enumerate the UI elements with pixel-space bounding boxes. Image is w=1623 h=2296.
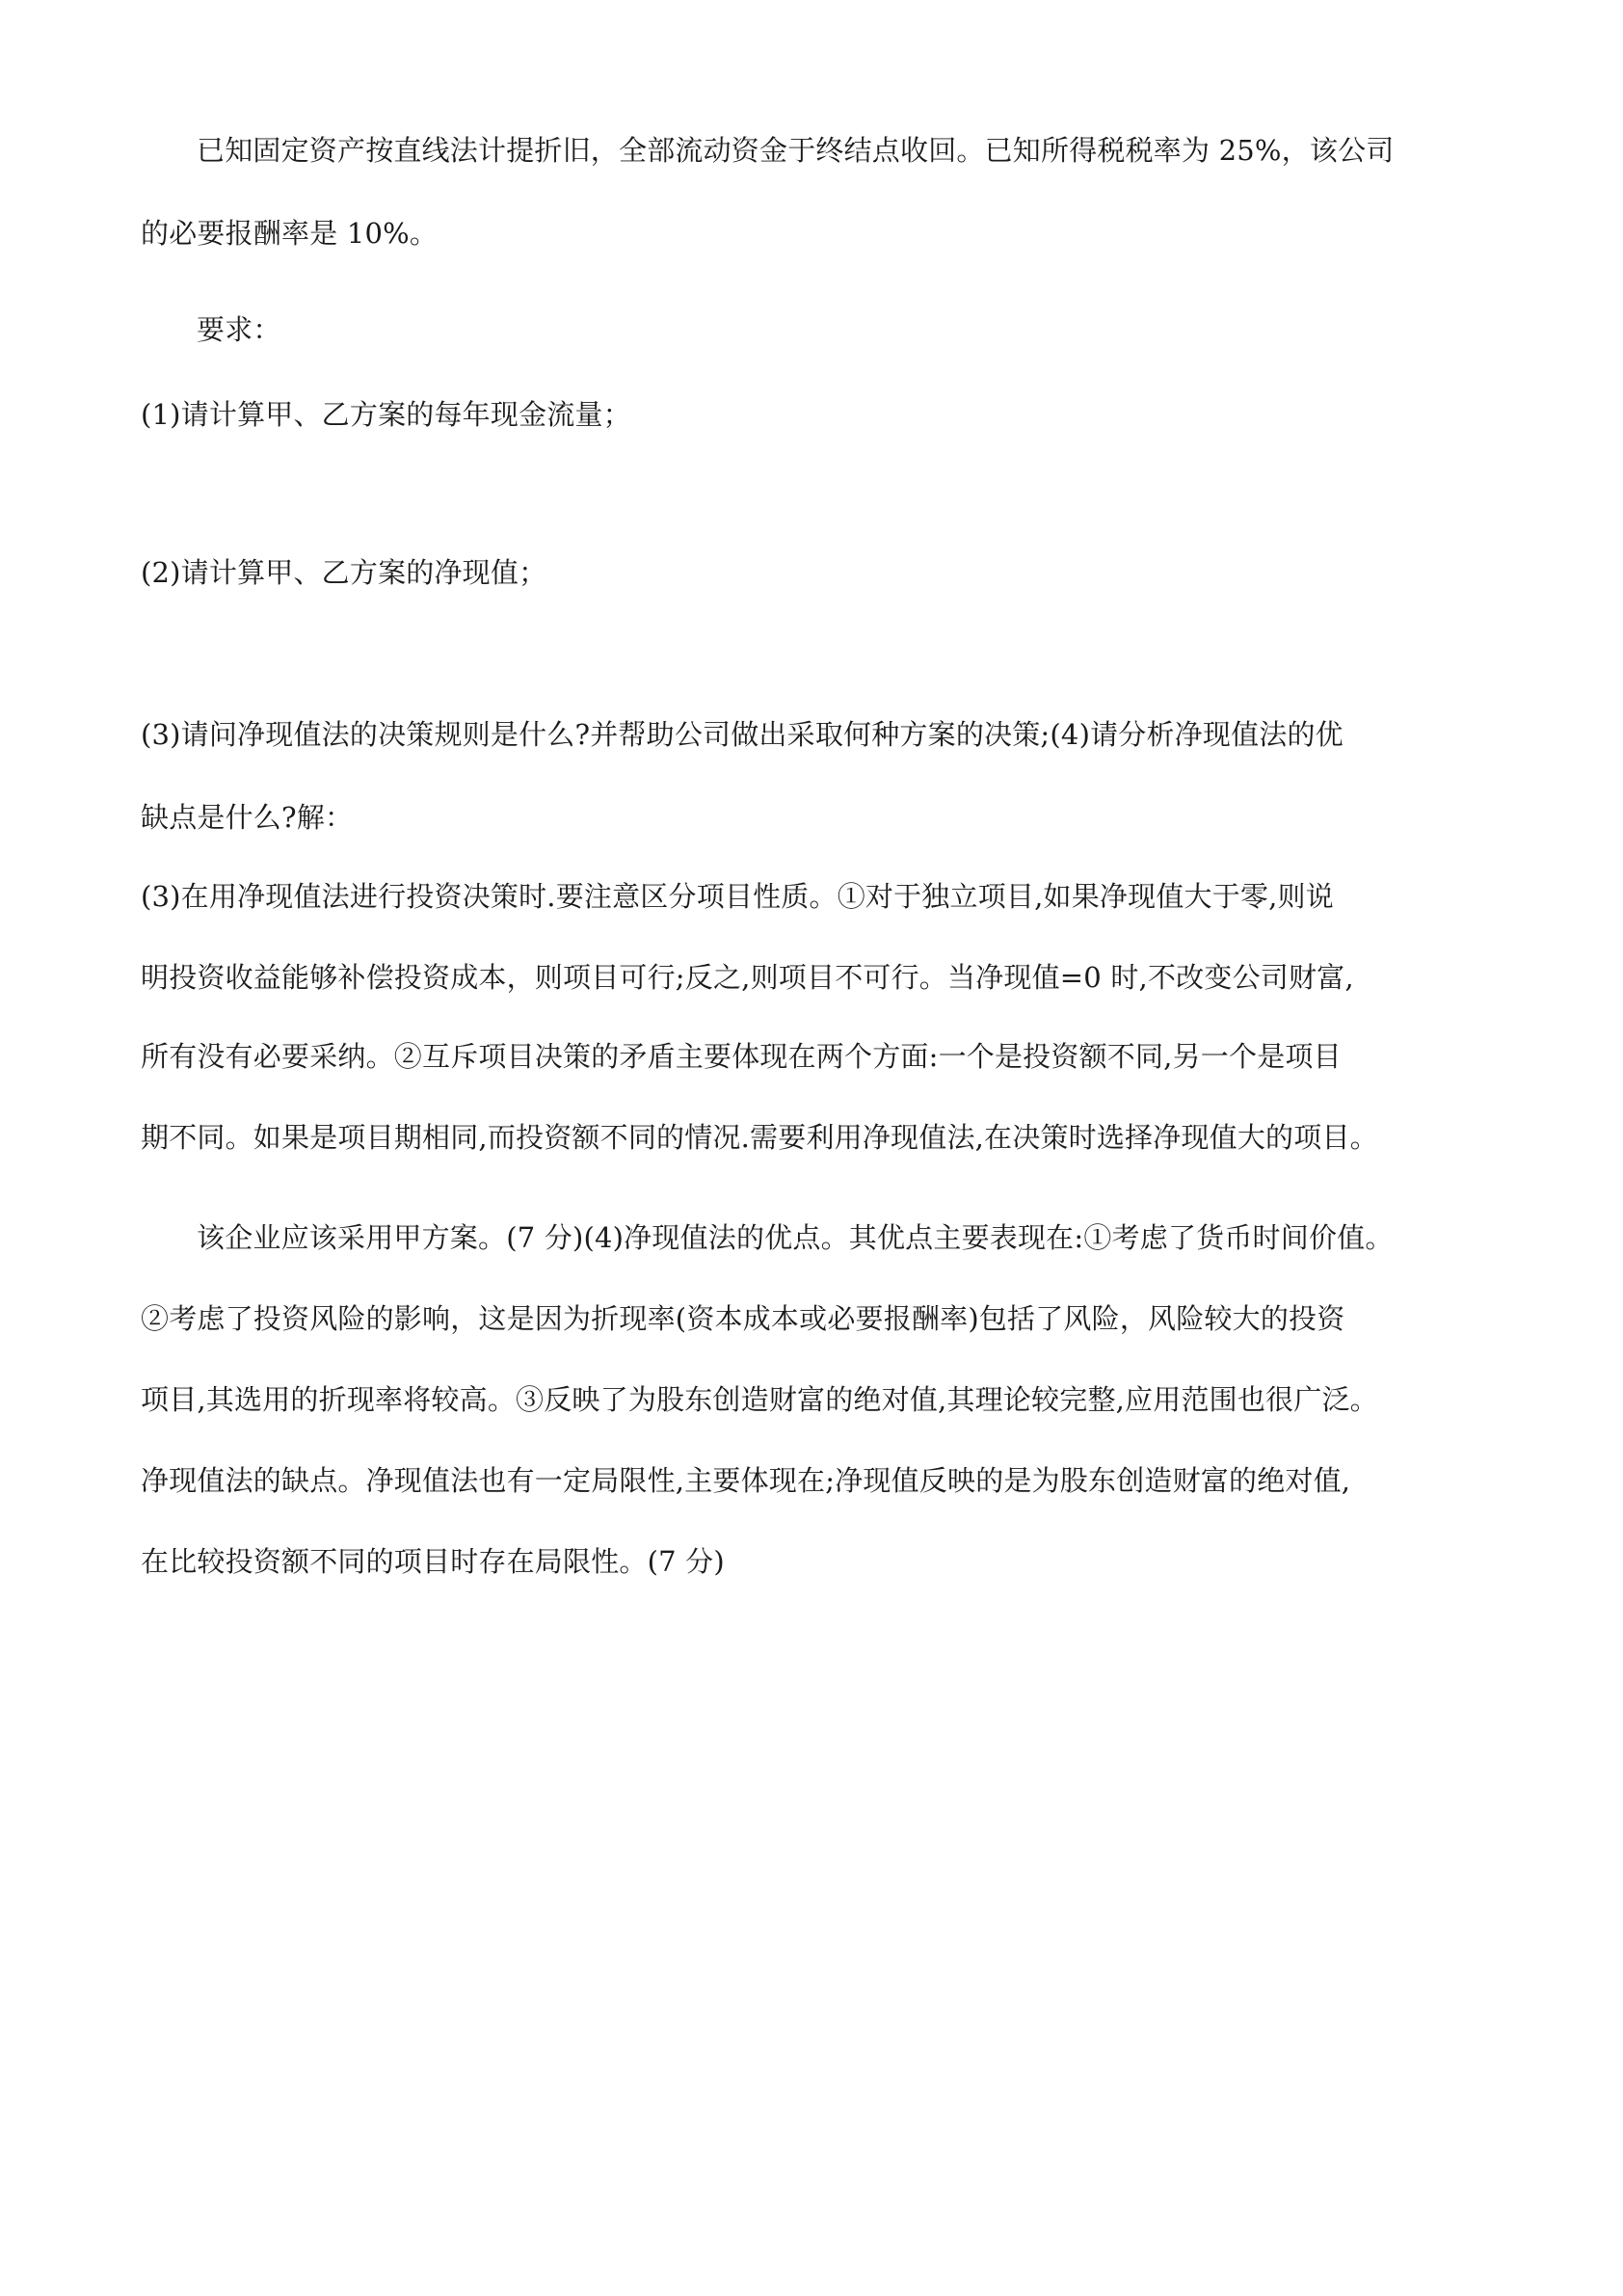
requirement-1: (1)请计算甲、乙方案的每年现金流量； (141, 398, 631, 431)
question-3-4-line-2: 缺点是什么?解： (141, 801, 354, 834)
requirement-2: (2)请计算甲、乙方案的净现值； (141, 556, 547, 589)
answer-3-line-4: 期不同。如果是项目期相同,而投资额不同的情况.需要利用净现值法,在决策时选择净现值大的项目。 (141, 1121, 1378, 1154)
answer-3-line-2: 明投资收益能够补偿投资成本，则项目可行;反之,则项目不可行。当净现值=0 时,不改变公司财富, (141, 961, 1354, 994)
question-3-4-line-1: (3)请问净现值法的决策规则是什么?并帮助公司做出采取何种方案的决策;(4)请分析净现值法的优 (141, 718, 1344, 751)
answer-4-line-2: ②考虑了投资风险的影响，这是因为折现率(资本成本或必要报酬率)包括了风险，风险较大的投资 (141, 1302, 1345, 1335)
answer-4-line-4: 净现值法的缺点。净现值法也有一定局限性,主要体现在;净现值反映的是为股东创造财富的绝对值, (141, 1464, 1351, 1497)
answer-4-line-3: 项目,其选用的折现率将较高。③反映了为股东创造财富的绝对值,其理论较完整,应用范围也很广泛。 (141, 1383, 1378, 1416)
answer-3-line-3: 所有没有必要采纳。②互斥项目决策的矛盾主要体现在两个方面:一个是投资额不同,另一个是项目 (141, 1040, 1342, 1073)
requirements-heading: 要求： (197, 313, 281, 346)
intro-line-2: 的必要报酬率是 10%。 (141, 217, 439, 250)
intro-line-1: 已知固定资产按直线法计提折旧，全部流动资金于终结点收回。已知所得税税率为 25%，该公司 (197, 134, 1395, 167)
answer-4-line-1: 该企业应该采用甲方案。(7 分)(4)净现值法的优点。其优点主要表现在:①考虑了货币时间价值。 (197, 1221, 1394, 1254)
answer-4-line-5: 在比较投资额不同的项目时存在局限性。(7 分) (141, 1545, 725, 1578)
answer-3-line-1: (3)在用净现值法进行投资决策时.要注意区分项目性质。①对于独立项目,如果净现值大于零,则说 (141, 880, 1334, 913)
